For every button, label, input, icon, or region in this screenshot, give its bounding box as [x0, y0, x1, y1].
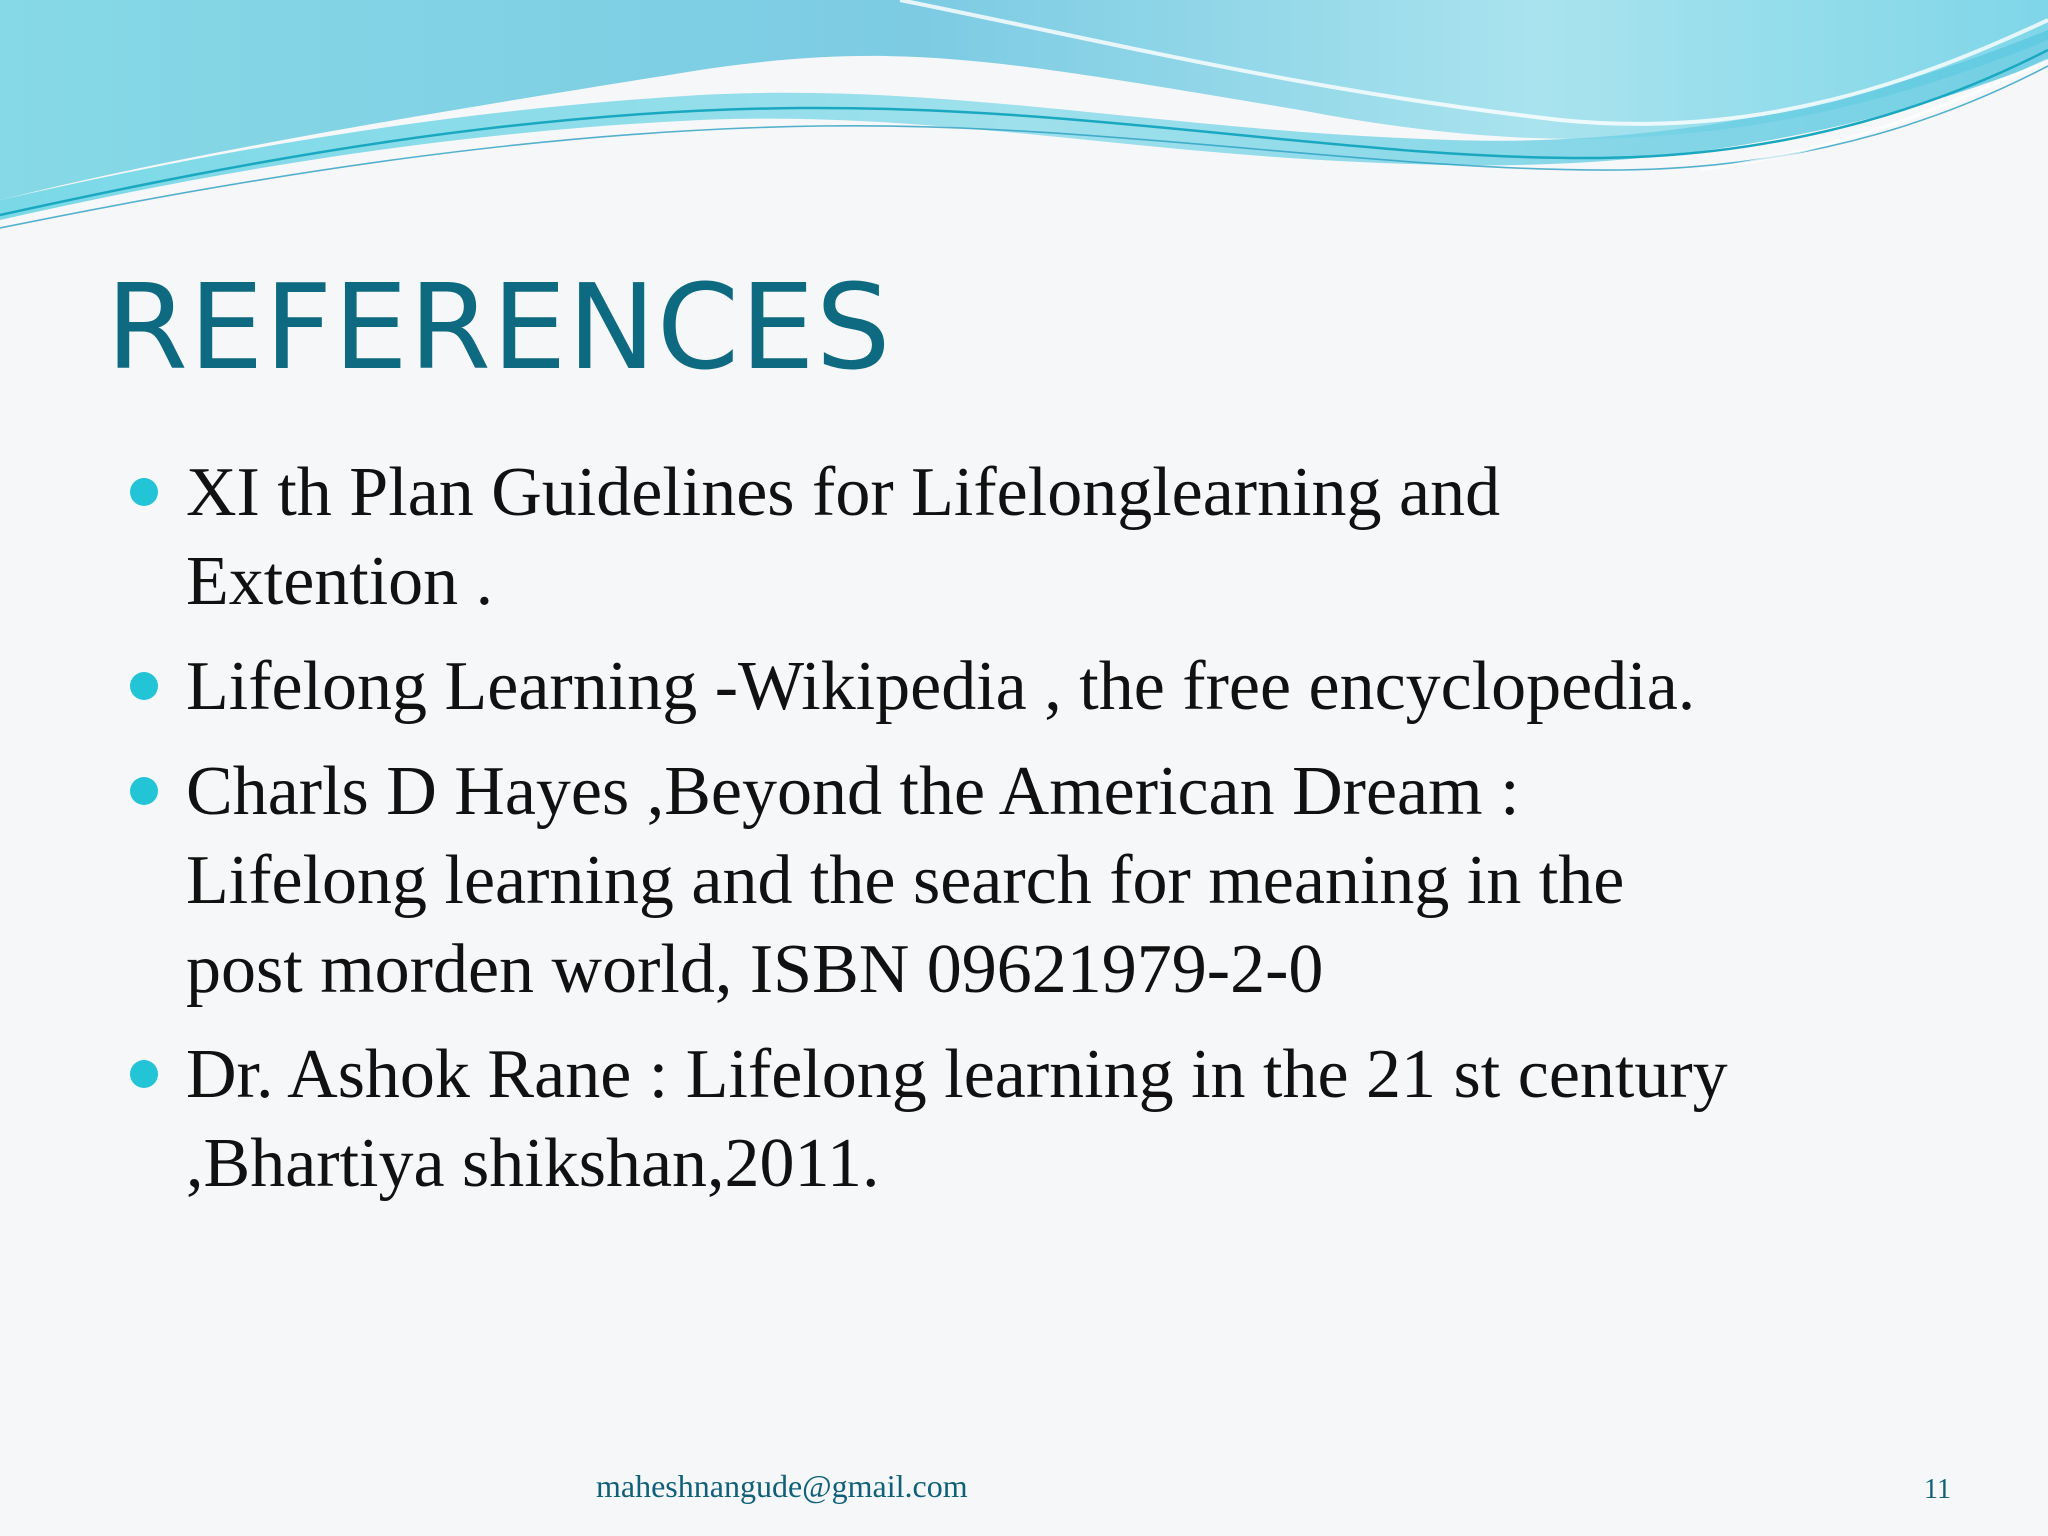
- reference-line: Charls D Hayes ,Beyond the American Dream :: [186, 753, 1520, 830]
- bullet-dot-icon: [130, 1060, 158, 1088]
- page-number: 11: [1924, 1474, 1951, 1505]
- bullet-dot-icon: [130, 478, 158, 506]
- reference-line: Lifelong learning and the search for meaning in the: [186, 842, 1625, 919]
- reference-line: Extention .: [186, 543, 494, 620]
- footer-email: maheshnangude@gmail.com: [596, 1468, 968, 1504]
- reference-item: [128, 642, 1988, 731]
- reference-line: Lifelong Learning -Wikipedia , the free encyclopedia.: [186, 648, 1696, 725]
- reference-line: XI th Plan Guidelines for Lifelonglearning and: [186, 454, 1501, 531]
- slide-title: REFERENCES: [106, 258, 892, 396]
- reference-list: [128, 448, 1988, 1224]
- reference-item: [128, 1030, 1988, 1208]
- bullet-dot-icon: [130, 777, 158, 805]
- reference-line: post morden world, ISBN 09621979-2-0: [186, 931, 1324, 1008]
- reference-item: [128, 747, 1988, 1014]
- bullet-dot-icon: [130, 672, 158, 700]
- header-wave-decoration: [0, 0, 2048, 240]
- reference-item: [128, 448, 1988, 626]
- reference-line: Dr. Ashok Rane : Lifelong learning in the 21 st century: [186, 1036, 1728, 1113]
- reference-line: ,Bhartiya shikshan,2011.: [186, 1125, 880, 1202]
